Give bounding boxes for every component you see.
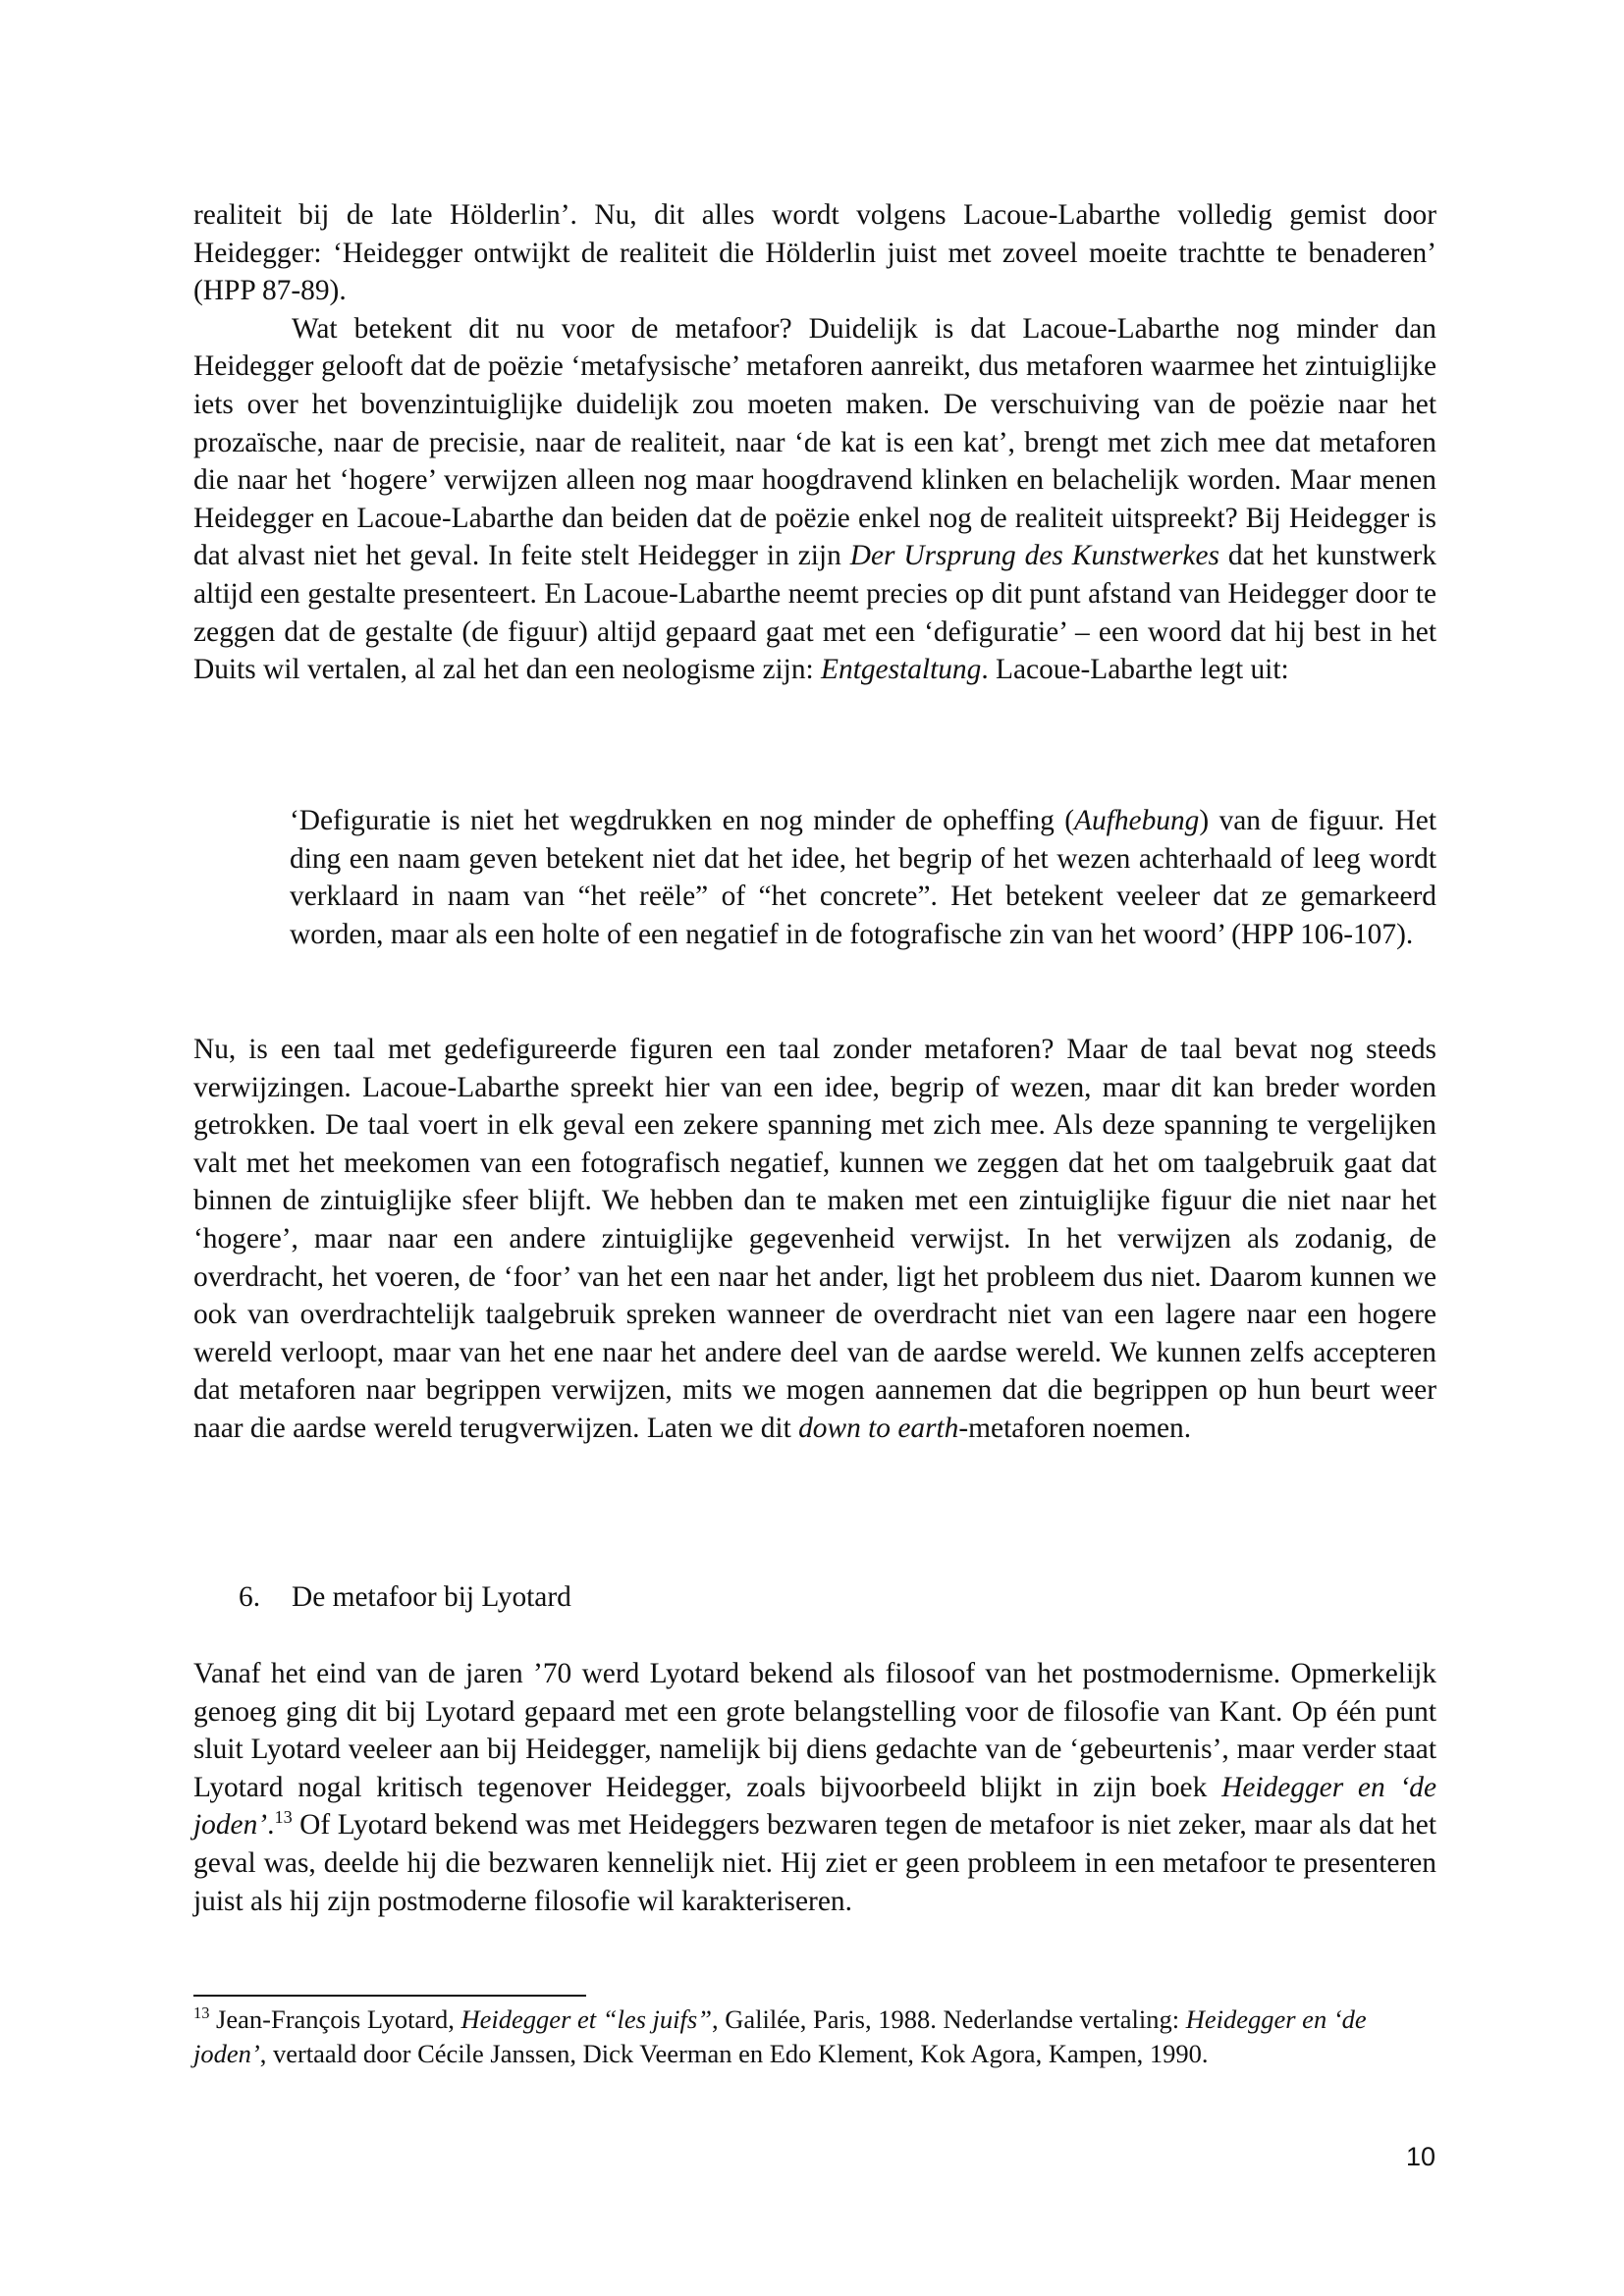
section-heading	[239, 1578, 571, 1617]
paragraph-text: . Lacoue-Labarthe legt uit:	[981, 654, 1289, 686]
paragraph-text: Vanaf het eind van de jaren ’70 werd Lyotard bekend als filosoof van het postmodernisme. Opmerkelijk genoeg ging dit bij Lyotard gepaard met een grote belangstelling voor de filosofie van Kant. Op één punt sluit Lyotard veeleer aan bij Heidegger, namelijk bij diens gedachte van de ‘gebeurtenis’, maar verder staat Lyotard nogal kritisch tegenover Heidegger, zoals bijvoorbeeld blijkt in zijn boek	[193, 1658, 1436, 1803]
footnote-separator	[193, 1995, 586, 1997]
body-block-middle	[193, 1031, 1436, 1448]
block-quote-defiguration	[290, 802, 1436, 953]
paragraph-text: realiteit bij de late Hölderlin’. Nu, dit alles wordt volgens Lacoue-Labarthe volledig gemist door Heidegger: ‘Heidegger ontwijkt de realiteit die Hölderlin juist met zoveel moeite trachtte te benaderen’ (HPP 87-89).	[193, 199, 1436, 307]
paragraph-text: dat het kunstwerk altijd een gestalte presenteert. En Lacoue-Labarthe neemt precies op dit punt afstand van Heidegger door te zeggen dat de gestalte (de figuur) altijd gepaard gaat met een ‘defiguratie’ – een woord dat hij best in het Duits wil vertalen, al zal het dan een neologisme zijn:	[193, 540, 1436, 686]
quote-text: ) van de figuur. Het ding een naam geven betekent niet dat het idee, het begrip of het wezen achterhaald of leeg wordt verklaard in naam van “het reële” of “het concrete”. Het betekent veeleer dat ze gemarkeerd worden, maar als een holte of een negatief in de fotografische zin van het woord’ (HPP 106-107).	[290, 805, 1436, 950]
footnote-number: 13	[193, 2003, 210, 2023]
section-number: 6.	[239, 1581, 261, 1613]
term-aufhebung: Aufhebung	[1074, 805, 1200, 836]
book-title-dutch: Heidegger en ‘de joden’	[193, 2004, 1367, 2068]
body-block-lower	[193, 1655, 1436, 1920]
term-down-to-earth: down to earth	[798, 1412, 959, 1444]
paragraph-text: Nu, is een taal met gedefigureerde figuren een taal zonder metaforen? Maar de taal bevat nog steeds verwijzingen. Lacoue-Labarthe spreekt hier van een idee, begrip of wezen, maar dit kan breder worden getrokken. De taal voert in elk geval een zekere spanning met zich mee. Als deze spanning te vergelijken valt met het meekomen van een fotografisch negatief, kunnen we zeggen dat het om taalgebruik gaat dat binnen de zintuiglijke sfeer blijft. We hebben dan te maken met een zintuiglijke figuur die niet naar het ‘hogere’, maar naar een andere zintuiglijke gegevenheid verwijst. In het verwijzen als zodanig, de overdracht, het voeren, de ‘foor’ van het een naar het ander, ligt het probleem dus niet. Daarom kunnen we ook van overdrachtelijk taalgebruik spreken wanneer de overdracht niet van een lagere naar een hogere wereld verloopt, maar van het ene naar het andere deel van de aardse wereld. We kunnen zelfs accepteren dat metaforen naar begrippen verwijzen, mits we mogen aannemen dat die begrippen op hun beurt weer naar die aardse wereld terugverwijzen. Laten we dit	[193, 1034, 1436, 1444]
paragraph-metaphor-meaning	[193, 310, 1436, 689]
book-title-heidegger-joden: Heidegger en ‘de joden’	[193, 1771, 1436, 1842]
paragraph-text: Wat betekent dit nu voor de metafoor? Duidelijk is dat Lacoue-Labarthe nog minder dan Heidegger gelooft dat de poëzie ‘metafysische’ metaforen aanreikt, dus metaforen waarmee het zintuiglijke iets over het bovenzintuiglijke duidelijk zou moeten maken. De verschuiving van de poëzie naar het prozaïsche, naar de precisie, naar de realiteit, naar ‘de kat is een kat’, brengt met zich mee dat metaforen die naar het ‘hogere’ verwijzen alleen nog maar hoogdravend klinken en belachelijk worden. Maar menen Heidegger en Lacoue-Labarthe dan beiden dat de poëzie enkel nog de realiteit uitspreekt? Bij Heidegger is dat alvast niet het geval. In feite stelt Heidegger in zijn	[193, 312, 1436, 572]
paragraph-text: Of Lyotard bekend was met Heideggers bezwaren tegen de metafoor is niet zeker, maar als dat het geval was, deelde hij die bezwaren kennelijk niet. Hij ziet er geen probleem in een metafoor te presenteren juist als hij zijn postmoderne filosofie wil karakteriseren.	[193, 1809, 1436, 1917]
footnote-text: , vertaald door Cécile Janssen, Dick Veerman en Edo Klement, Kok Agora, Kampen, 1990.	[259, 2039, 1209, 2068]
book-title-french: Heidegger et “les juifs”	[460, 2004, 712, 2034]
footnote-reference[interactable]: 13	[274, 1807, 293, 1828]
paragraph-hoelderlin-reality	[193, 196, 1436, 310]
paragraph-text: .	[267, 1809, 275, 1842]
paragraph-defigured-figures	[193, 1031, 1436, 1448]
quote-text: ‘Defiguratie is niet het wegdrukken en nog minder de opheffing (	[290, 805, 1075, 836]
footnote-text: , Galilée, Paris, 1988. Nederlandse vertaling:	[711, 2004, 1186, 2034]
term-entgestaltung: Entgestaltung	[821, 654, 982, 686]
footnote-text: Jean-François Lyotard,	[209, 2004, 461, 2034]
paragraph-text: -metaforen noemen.	[958, 1412, 1192, 1444]
footnote-13	[193, 2002, 1436, 2071]
page-number: 10	[1405, 2142, 1435, 2171]
book-title-ursprung: Der Ursprung des Kunstwerkes	[849, 540, 1219, 572]
paragraph-lyotard	[193, 1655, 1436, 1920]
section-title: De metafoor bij Lyotard	[292, 1581, 571, 1613]
body-block-upper	[193, 196, 1436, 689]
